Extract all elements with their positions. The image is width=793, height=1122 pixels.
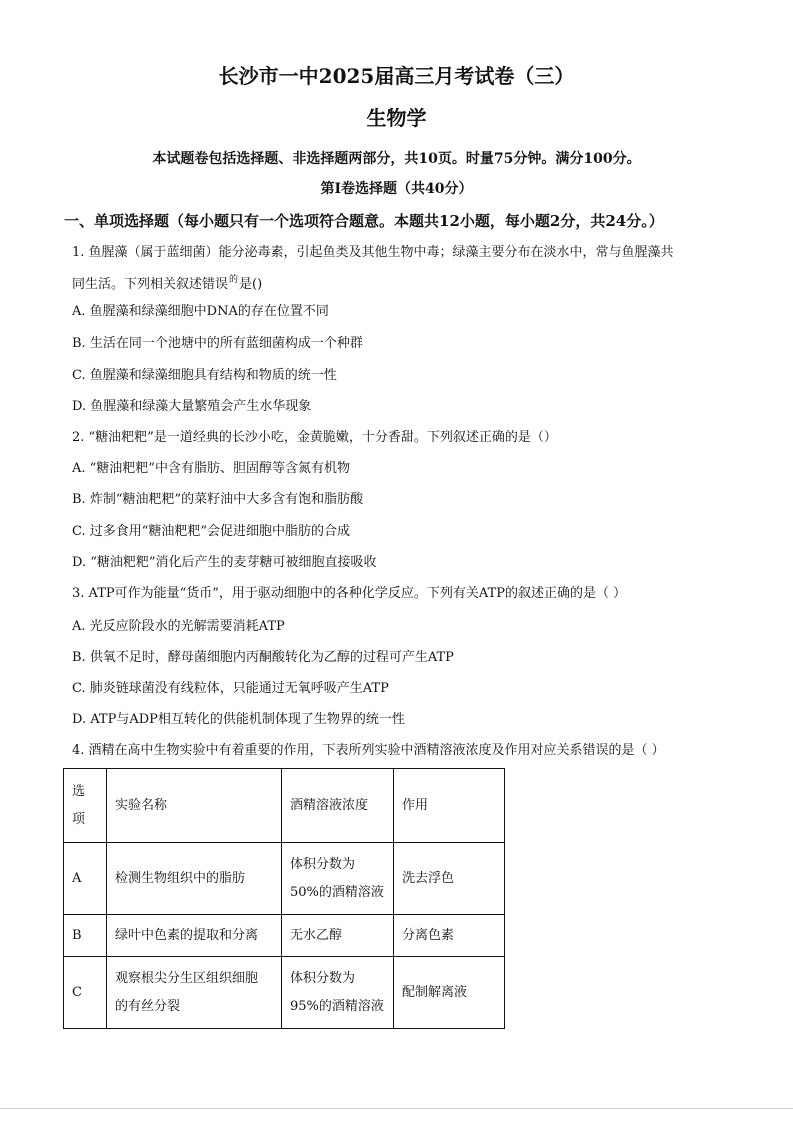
row-experiment <box>107 957 282 1029</box>
header-option-line-2: 项 <box>72 811 86 827</box>
question-1-stem-text: 同生活。下列相关叙述错误 <box>72 277 229 292</box>
question-1-stem-mark: 的 <box>229 275 239 285</box>
row-effect: 分离色素 <box>394 915 505 957</box>
experiment-table <box>63 768 505 1029</box>
question-3-option-b: B. 供氧不足时，酵母菌细胞内丙酮酸转化为乙醇的过程可产生ATP <box>72 650 454 665</box>
experiment-line-2: 的有丝分裂 <box>115 998 181 1014</box>
row-effect: 洗去浮色 <box>394 843 505 915</box>
question-2-option-c: C. 过多食用“糖油粑粑”会促进细胞中脂肪的合成 <box>72 524 351 539</box>
question-1-stem-line-1: 1. 鱼腥藻（属于蓝细菌）能分泌毒素，引起鱼类及其他生物中毒；绿藻主要分布在淡水中，常与鱼腥藻共 <box>72 245 674 260</box>
question-3-option-d: D. ATP与ADP相互转化的供能机制体现了生物界的统一性 <box>72 712 405 727</box>
row-option: A <box>64 843 107 915</box>
question-3-stem: 3. ATP可作为能量“货币”，用于驱动细胞中的各种化学反应。下列有关ATP的叙述正确的是（ ） <box>72 586 627 601</box>
concentration-line-2: 95%的酒精溶液 <box>290 998 384 1014</box>
header-option-line-1: 选 <box>72 783 86 799</box>
question-1-stem-line-2 <box>72 270 732 295</box>
part-title: 第I卷选择题（共40分） <box>320 181 473 197</box>
subject-title: 生物学 <box>366 106 427 130</box>
header-option <box>64 769 107 843</box>
experiment-line-1: 观察根尖分生区组织细胞 <box>115 970 259 986</box>
question-1-stem-end: 是() <box>239 277 263 292</box>
question-2-option-b: B. 炸制“糖油粑粑”的菜籽油中大多含有饱和脂肪酸 <box>72 492 364 507</box>
row-concentration <box>282 843 394 915</box>
row-concentration <box>282 957 394 1029</box>
section-title: 一、单项选择题（每小题只有一个选项符合题意。本题共12小题，每小题2分，共24分。） <box>64 212 664 230</box>
row-effect: 配制解离液 <box>394 957 505 1029</box>
concentration-line-2: 50%的酒精溶液 <box>290 884 384 900</box>
header-concentration: 酒精溶液浓度 <box>282 769 394 843</box>
row-option: B <box>64 915 107 957</box>
question-3-option-a: A. 光反应阶段水的光解需要消耗ATP <box>72 619 285 634</box>
table-row <box>64 843 505 915</box>
concentration-line-1: 体积分数为 <box>290 970 356 986</box>
question-1-option-a: A. 鱼腥藻和绿藻细胞中DNA的存在位置不同 <box>72 304 329 319</box>
question-1-option-c: C. 鱼腥藻和绿藻细胞具有结构和物质的统一性 <box>72 368 337 383</box>
question-2-option-d: D. “糖油粑粑”消化后产生的麦芽糖可被细胞直接吸收 <box>72 555 377 570</box>
table-row <box>64 915 505 957</box>
row-experiment: 绿叶中色素的提取和分离 <box>107 915 282 957</box>
question-2-option-a: A. “糖油粑粑”中含有脂肪、胆固醇等含氮有机物 <box>72 461 350 476</box>
question-4-stem: 4. 酒精在高中生物实验中有着重要的作用，下表所列实验中酒精溶液浓度及作用对应关系错误的是（ ） <box>72 743 665 758</box>
table-header-row <box>64 769 505 843</box>
question-2-stem: 2. “糖油粑粑”是一道经典的长沙小吃，金黄脆嫩，十分香甜。下列叙述正确的是（） <box>72 430 557 445</box>
table-row <box>64 957 505 1029</box>
header-experiment: 实验名称 <box>107 769 282 843</box>
page-bottom-divider <box>0 1108 793 1109</box>
row-option: C <box>64 957 107 1029</box>
exam-title: 长沙市一中2025届高三月考试卷（三） <box>218 64 575 88</box>
concentration-line-1: 体积分数为 <box>290 856 356 872</box>
header-effect: 作用 <box>394 769 505 843</box>
question-1-option-b: B. 生活在同一个池塘中的所有蓝细菌构成一个种群 <box>72 336 363 351</box>
exam-intro: 本试题卷包括选择题、非选择题两部分，共10页。时量75分钟。满分100分。 <box>152 151 641 167</box>
row-experiment: 检测生物组织中的脂肪 <box>107 843 282 915</box>
row-concentration: 无水乙醇 <box>282 915 394 957</box>
question-1-option-d: D. 鱼腥藻和绿藻大量繁殖会产生水华现象 <box>72 399 312 414</box>
question-3-option-c: C. 肺炎链球菌没有线粒体，只能通过无氧呼吸产生ATP <box>72 681 389 696</box>
